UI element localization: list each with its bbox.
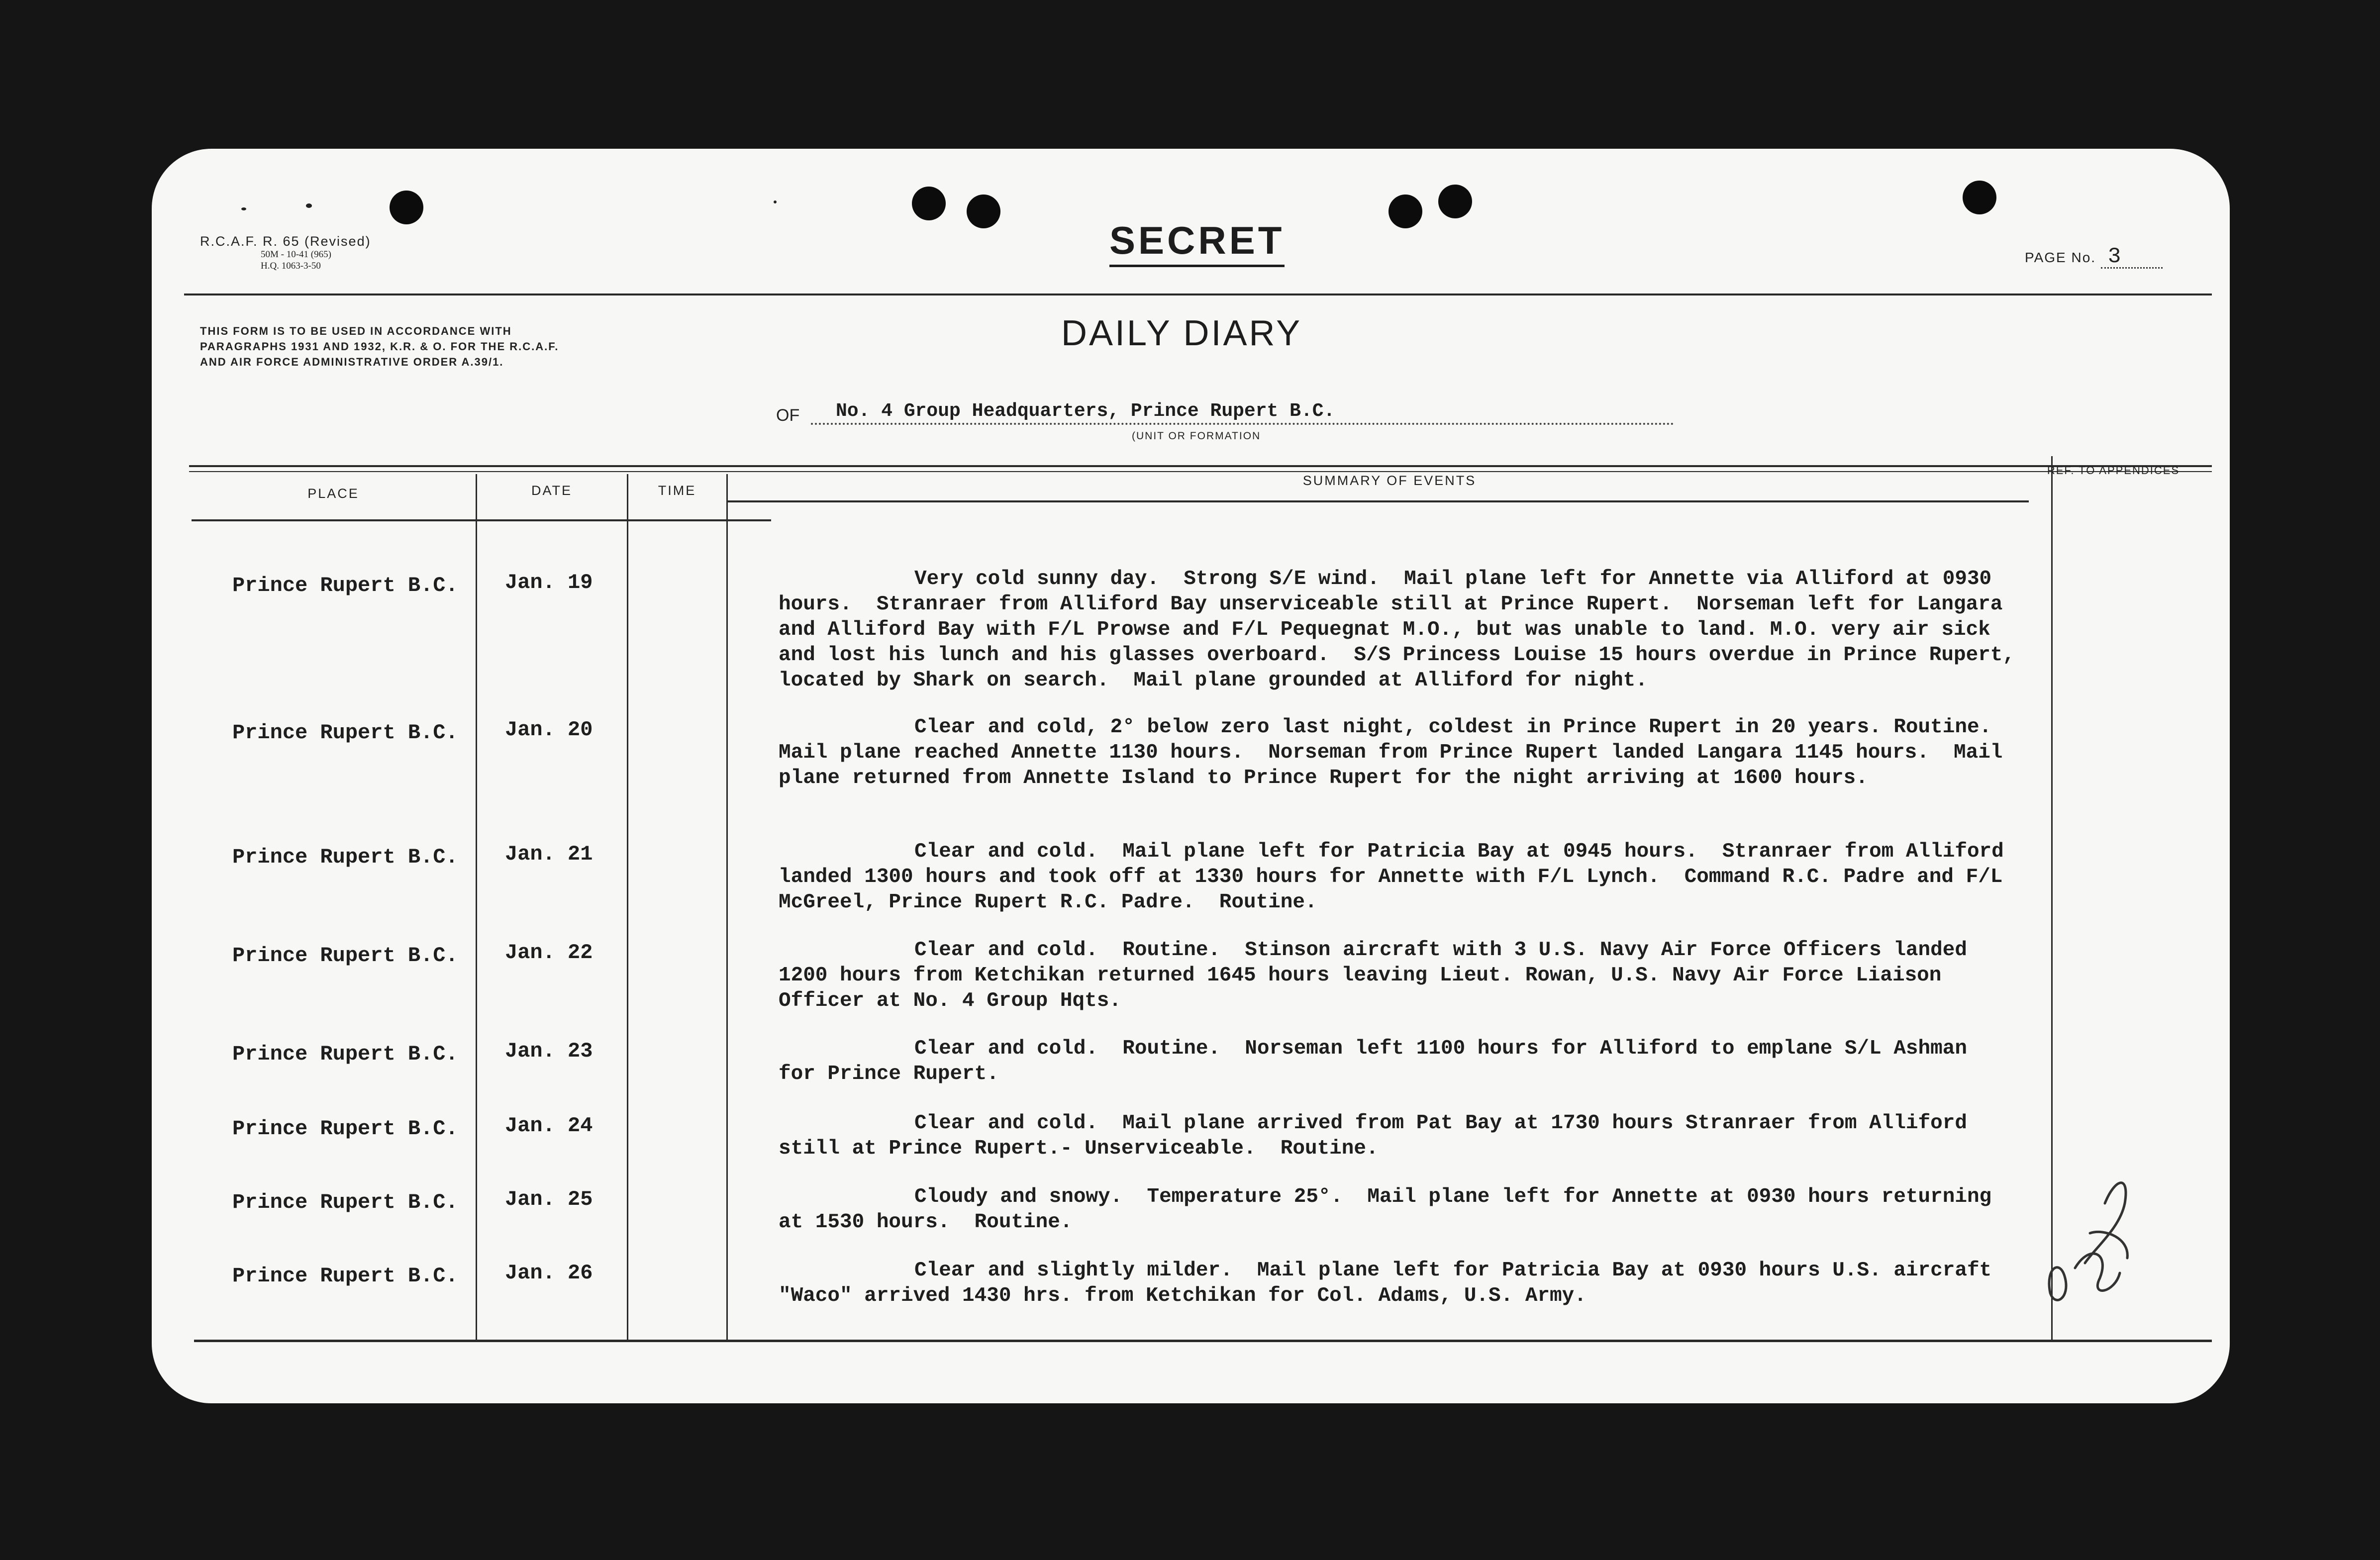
column-divider [627,474,628,1340]
form-instructions: THIS FORM IS TO BE USED IN ACCORDANCE WITH PARAGRAPHS 1931 AND 1932, K.R. & O. FOR THE R.C.A.F. AND AIR FORCE ADMINISTRATIVE ORDER A.39/1. [200,325,559,368]
entry-place: Prince Rupert B.C. [232,944,458,968]
entry-summary: Clear and slightly milder. Mail plane left for Patricia Bay at 0930 hours U.S. aircraft "Waco" arrived 1430 hrs. from Ketchikan for Col. Adams, U.S. Army. [779,1259,2004,1307]
entry-summary: Cloudy and snowy. Temperature 25°. Mail plane left for Annette at 0930 hours returning at 1530 hours. Routine. [779,1185,2004,1234]
entry-place: Prince Rupert B.C. [232,1190,458,1214]
punch-hole [390,191,423,224]
classification-stamp: SECRET [1109,221,1285,267]
page-number-value: 3 [2101,247,2163,269]
ink-speck [306,203,312,208]
entry-date: Jan. 22 [505,941,593,965]
entry-summary: Very cold sunny day. Strong S/E wind. Mail plane left for Annette via Alliford at 0930 hours. Stranraer from Alliford Bay unserviceable still at Prince Rupert. Norseman left for Langara and Alliford Bay with F/L Prowse and F/L Pequegnat M.O., but was unable to land. M.O. very air sick and lost his lunch and his glasses overboard. S/S Princess Louise 15 hours overdue in Prince Rupert, located by Shark on search. Mail plane grounded at Alliford for night. [779,568,2027,692]
of-label: OF [776,406,800,425]
entry-place: Prince Rupert B.C. [232,721,458,745]
page-number-label: PAGE No. [2025,250,2096,265]
unit-name: No. 4 Group Headquarters, Prince Rupert B.C. [811,400,1674,425]
punch-hole [1963,181,1996,214]
punch-hole [967,195,1000,228]
entry-date: Jan. 23 [505,1039,593,1063]
diary-form-page [152,149,2230,1403]
entry-date: Jan. 26 [505,1261,593,1285]
entry-date: Jan. 25 [505,1187,593,1211]
handwritten-initials [2030,1144,2140,1323]
entry-date: Jan. 24 [505,1114,593,1138]
page-number-field [2025,244,2163,269]
entry-summary: Clear and cold. Routine. Norseman left 1100 hours for Alliford to emplane S/L Ashman for Prince Rupert. [779,1037,1980,1085]
entry-date: Jan. 20 [505,718,593,742]
column-header-place: PLACE [307,486,359,501]
column-divider [726,474,728,1340]
header-bottom-rule [192,519,771,521]
column-header-date: DATE [531,483,572,498]
entry-summary: Clear and cold. Mail plane arrived from Pat Bay at 1730 hours Stranraer from Alliford still at Prince Rupert.- Unserviceable. Routine. [779,1112,1980,1160]
entry-place: Prince Rupert B.C. [232,1264,458,1288]
entry-summary: Clear and cold. Routine. Stinson aircraft with 3 U.S. Navy Air Force Officers landed 1200 hours from Ketchikan returned 1645 hours leaving Lieut. Rowan, U.S. Navy Air Force Liaison Officer at No. 4 Group Hqts. [779,939,1980,1012]
ink-speck [774,200,777,203]
table-bottom-rule [194,1340,2212,1342]
entry-place: Prince Rupert B.C. [232,1117,458,1141]
punch-hole [1438,185,1472,218]
page-title: DAILY DIARY [1061,313,1302,353]
entry-summary: Clear and cold. Mail plane left for Patricia Bay at 0945 hours. Stranraer from Alliford landed 1300 hours and took off at 1330 hours for Annette with F/L Lynch. Command R.C. Padre and F/L McGreel, Prince Rupert R.C. Padre. Routine. [779,840,2016,914]
punch-hole [1388,195,1422,228]
entry-date: Jan. 21 [505,842,593,866]
entry-place: Prince Rupert B.C. [232,845,458,869]
entry-place: Prince Rupert B.C. [232,574,458,597]
entry-place: Prince Rupert B.C. [232,1042,458,1066]
entry-summary: Clear and cold, 2° below zero last night, coldest in Prince Rupert in 20 years. Routine. Mail plane reached Annette 1130 hours. Norseman from Prince Rupert landed Langara 1145 hours. Mail plane returned from Annette Island to Prince Rupert for the night arriving at 1600 hours. [779,716,2016,789]
header-rule [184,293,2212,295]
form-code: R.C.A.F. R. 65 (Revised) [200,234,371,249]
entry-date: Jan. 19 [505,571,593,594]
column-divider [476,474,477,1340]
print-line: 50M - 10-41 (965) [261,249,331,260]
column-header-ref: REF. TO APPENDICES [2047,464,2180,477]
table-top-rule-inner [189,471,2212,472]
header-bottom-rule-summary [726,500,2029,502]
column-header-time: TIME [658,483,696,498]
unit-caption: (UNIT OR FORMATION [1132,430,1261,442]
ink-speck [241,207,246,210]
column-header-summary: SUMMARY OF EVENTS [1302,473,1477,488]
form-code-block [200,233,371,272]
hq-line: H.Q. 1063-3-50 [261,261,321,272]
table-top-rule [189,465,2212,467]
punch-hole [912,187,946,220]
